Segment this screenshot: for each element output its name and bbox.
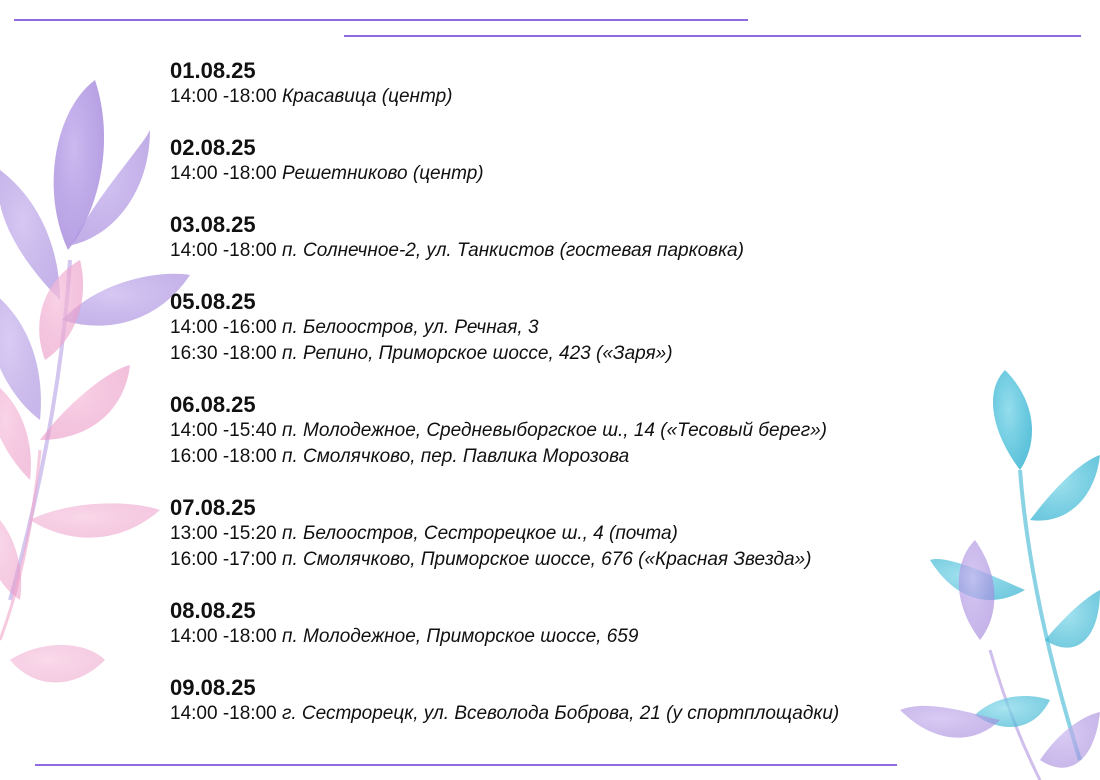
slot-time: 16:30 -18:00 bbox=[170, 343, 277, 364]
schedule-day bbox=[170, 495, 839, 573]
schedule-slot bbox=[170, 84, 839, 110]
schedule-date: 09.08.25 bbox=[170, 675, 256, 700]
slot-time: 16:00 -18:00 bbox=[170, 446, 277, 467]
slot-time: 14:00 -18:00 bbox=[170, 163, 277, 184]
schedule-slot bbox=[170, 624, 839, 650]
schedule-slot bbox=[170, 418, 839, 444]
schedule-list bbox=[170, 58, 839, 727]
schedule-slot bbox=[170, 521, 839, 547]
slot-place: п. Белоостров, ул. Речная, 3 bbox=[281, 317, 539, 338]
slot-place: п. Молодежное, Приморское шоссе, 659 bbox=[281, 626, 639, 647]
schedule-slot bbox=[170, 701, 839, 727]
slot-time: 14:00 -18:00 bbox=[170, 240, 277, 261]
schedule-date: 07.08.25 bbox=[170, 495, 256, 520]
schedule-slot bbox=[170, 547, 839, 573]
slot-time: 14:00 -18:00 bbox=[170, 703, 277, 724]
schedule-slot bbox=[170, 341, 839, 367]
schedule-day bbox=[170, 675, 839, 727]
slot-place: п. Репино, Приморское шоссе, 423 («Заря») bbox=[281, 343, 673, 364]
slot-time: 16:00 -17:00 bbox=[170, 549, 277, 570]
schedule-slot bbox=[170, 315, 839, 341]
slot-place: п. Белоостров, Сестрорецкое ш., 4 (почта) bbox=[281, 523, 678, 544]
schedule-day bbox=[170, 392, 839, 470]
top-divider-line bbox=[14, 19, 748, 21]
schedule-date: 08.08.25 bbox=[170, 598, 256, 623]
schedule-day bbox=[170, 135, 839, 187]
slot-time: 14:00 -16:00 bbox=[170, 317, 277, 338]
schedule-slot bbox=[170, 444, 839, 470]
top-divider-line-2 bbox=[344, 35, 1081, 37]
slot-place: п. Молодежное, Средневыборгское ш., 14 («Тесовый берег») bbox=[281, 420, 827, 441]
bottom-divider-line bbox=[35, 764, 897, 766]
schedule-date: 03.08.25 bbox=[170, 212, 256, 237]
slot-time: 14:00 -18:00 bbox=[170, 626, 277, 647]
schedule-day bbox=[170, 289, 839, 367]
slot-place: п. Солнечное-2, ул. Танкистов (гостевая парковка) bbox=[281, 240, 744, 261]
slot-time: 14:00 -15:40 bbox=[170, 420, 277, 441]
schedule-date: 01.08.25 bbox=[170, 58, 256, 83]
slot-place: Красавица (центр) bbox=[281, 86, 453, 107]
schedule-date: 05.08.25 bbox=[170, 289, 256, 314]
schedule-day bbox=[170, 58, 839, 110]
schedule-date: 02.08.25 bbox=[170, 135, 256, 160]
slot-place: Решетниково (центр) bbox=[281, 163, 484, 184]
schedule-slot bbox=[170, 161, 839, 187]
schedule-day bbox=[170, 598, 839, 650]
slot-place: п. Смолячково, Приморское шоссе, 676 («Красная Звезда») bbox=[281, 549, 812, 570]
schedule-slot bbox=[170, 238, 839, 264]
slot-time: 14:00 -18:00 bbox=[170, 86, 277, 107]
schedule-date: 06.08.25 bbox=[170, 392, 256, 417]
slot-time: 13:00 -15:20 bbox=[170, 523, 277, 544]
slot-place: п. Смолячково, пер. Павлика Морозова bbox=[281, 446, 630, 467]
slot-place: г. Сестрорецк, ул. Всеволода Боброва, 21 (у спортплощадки) bbox=[281, 703, 840, 724]
schedule-day bbox=[170, 212, 839, 264]
